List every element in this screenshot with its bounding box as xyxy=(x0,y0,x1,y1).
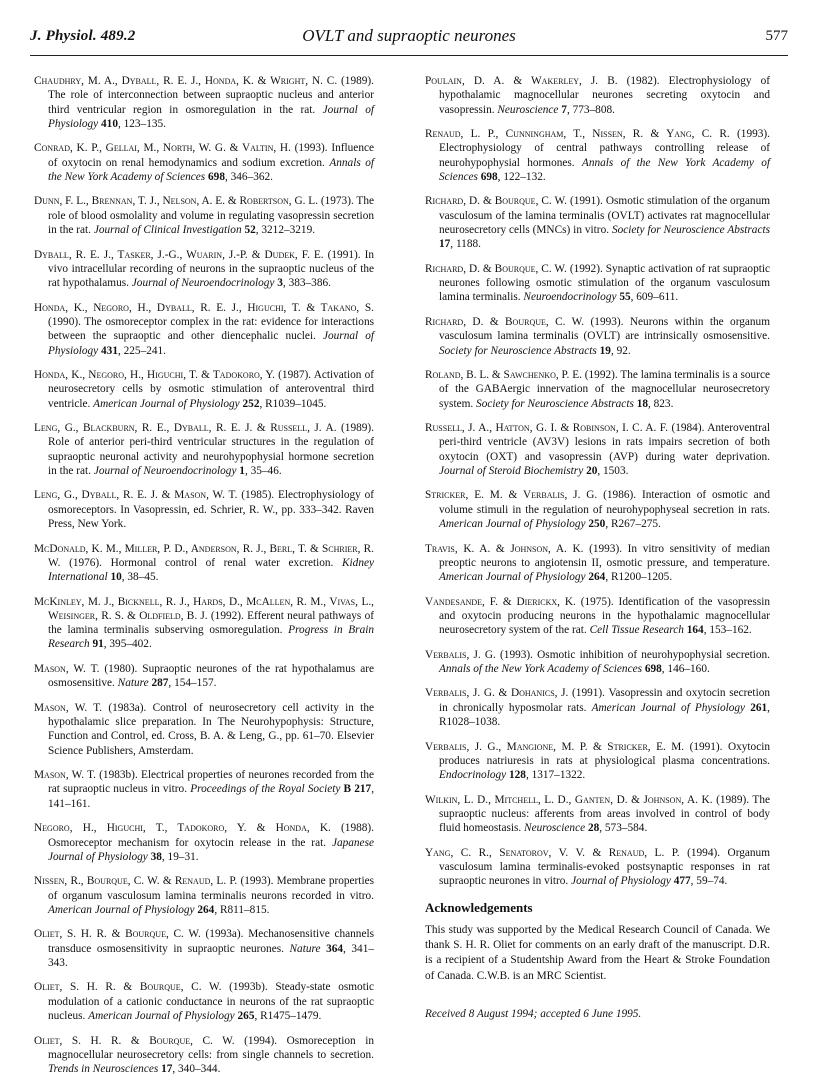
reference-authors: Oliet, S. H. R. & Bourque, C. W. xyxy=(34,928,201,941)
reference-pages: , 340–344. xyxy=(172,1063,221,1076)
reference-entry xyxy=(34,301,374,358)
reference-entry xyxy=(425,542,770,585)
reference-entry xyxy=(425,127,770,184)
reference-authors: Russell, J. A., Hatton, G. I. & Robinson, I. C. A. F. xyxy=(425,422,668,435)
reference-pages: , 346–362. xyxy=(224,170,273,183)
reference-volume: 3 xyxy=(277,277,283,290)
reference-text: (1989). The supraoptic nucleus: afferents from areas involved in control of body fluid homeostasis. xyxy=(439,793,770,835)
reference-journal: Endocrinology xyxy=(439,769,507,782)
reference-text: (1988). Osmoreceptor mechanism for oxytocin release in the rat. xyxy=(48,822,374,849)
reference-journal: Journal of Neuroendocrinology xyxy=(93,464,237,477)
reference-volume: 55 xyxy=(619,291,631,304)
reference-journal: American Journal of Physiology xyxy=(93,397,240,410)
reference-text: (1992). The lamina terminalis is a source of the GABAergic innervation of the magnocellular neurosecretory system. xyxy=(439,368,770,410)
reference-journal: Journal of Steroid Biochemistry xyxy=(439,464,584,477)
reference-volume: 17 xyxy=(439,238,451,251)
reference-text: (1994). Organum vasculosum lamina terminalis-evoked postsynaptic responses in rat supraoptic neurones in vitro. xyxy=(439,846,770,888)
reference-volume: 18 xyxy=(636,397,648,410)
reference-authors: Leng, G., Dyball, R. E. J. & Mason, W. T. xyxy=(34,489,238,502)
reference-entry xyxy=(34,368,374,411)
reference-journal: Journal of Physiology xyxy=(48,103,374,130)
reference-pages: , R1475–1479. xyxy=(254,1010,322,1023)
reference-text: (1989). Role of anterior peri-third ventricular structures in the regulation of supraoptic neuronal activity and neurohypophysial hormone secretion in the rat. xyxy=(48,422,374,477)
reference-journal: Journal of Clinical Investigation xyxy=(93,224,242,237)
reference-entry xyxy=(34,542,374,585)
reference-text: (1994). Osmoreception in magnocellular neurosecretory cells: from single channels to secretion. xyxy=(48,1034,374,1061)
reference-text: (1987). Activation of neurosecretory cells by osmotic stimulation of anteroventral third ventricle. xyxy=(48,368,374,410)
reference-entry xyxy=(425,74,770,117)
reference-authors: Mason, W. T. xyxy=(34,769,96,782)
reference-authors: Honda, K., Negoro, H., Higuchi, T. & Tadokoro, Y. xyxy=(34,368,275,381)
reference-journal: Neuroscience xyxy=(524,822,586,835)
reference-journal: Trends in Neurosciences xyxy=(48,1063,159,1076)
reference-authors: Dyball, R. E. J., Tasker, J.-G., Wuarin, J.-P. & Dudek, F. E. xyxy=(34,248,324,261)
reference-entry xyxy=(34,421,374,478)
reference-journal: Kidney International xyxy=(48,556,374,584)
reference-entry xyxy=(425,421,770,478)
reference-pages: , 35–46. xyxy=(244,464,282,477)
reference-journal: Neuroscience xyxy=(497,103,559,116)
reference-volume: B 217 xyxy=(343,783,372,796)
reference-volume: 91 xyxy=(92,638,104,651)
reference-authors: Honda, K., Negoro, H., Dyball, R. E. J., Higuchi, T. & Takano, S. xyxy=(34,301,374,314)
reference-text: (1986). Interaction of osmotic and volume stimuli in the regulation of neurohypophyseal secretion in rats. xyxy=(439,489,770,516)
reference-authors: Wilkin, L. D., Mitchell, L. D., Ganten, D. & Johnson, A. K. xyxy=(425,793,713,806)
reference-text: (1993). Influence of oxytocin on renal hemodynamics and sodium excretion. xyxy=(48,142,374,169)
reference-entry xyxy=(425,648,770,677)
reference-volume: 264 xyxy=(197,903,215,916)
reference-volume: 52 xyxy=(244,224,256,237)
reference-entry xyxy=(425,793,770,836)
reference-authors: Oliet, S. H. R. & Bourque, C. W. xyxy=(34,981,222,994)
reference-authors: Yang, C. R., Senatorov, V. V. & Renaud, L. P. xyxy=(425,846,680,859)
reference-authors: Richard, D. & Bourque, C. W. xyxy=(425,195,567,208)
reference-journal: Progress in Brain Research xyxy=(48,624,374,651)
reference-text: (1993). Osmotic inhibition of neurohypophysial secretion. xyxy=(500,648,770,661)
reference-text: (1993). Electrophysiology of central pathways controlling release of neurohypophysial hormones. xyxy=(439,128,770,169)
page-header xyxy=(30,28,788,50)
reference-journal: Society for Neuroscience Abstracts xyxy=(611,224,770,237)
reference-authors: Oliet, S. H. R. & Bourque, C. W. xyxy=(34,1034,235,1047)
reference-entry xyxy=(34,701,374,758)
reference-text: (1991). Oxytocin produces natriuresis in rats at physiological plasma concentrations. xyxy=(439,740,770,767)
reference-authors: Verbalis, J. G. xyxy=(425,648,496,661)
reference-authors: Richard, D. & Bourque, C. W. xyxy=(425,262,567,275)
reference-volume: 164 xyxy=(686,624,704,637)
reference-authors: Renaud, L. P., Cunningham, T., Nissen, R. & Yang, C. R. xyxy=(425,128,730,141)
reference-entry xyxy=(425,315,770,358)
reference-volume: 20 xyxy=(586,464,598,477)
reference-text: (1985). Electrophysiology of osmoreceptors. In Vasopressin, ed. Schrier, R. W., pp. 333–342. Raven Press, New York. xyxy=(48,489,374,531)
reference-authors: Roland, B. L. & Sawchenko, P. E. xyxy=(425,368,582,381)
reference-volume: 19 xyxy=(599,344,611,357)
reference-volume: 287 xyxy=(151,677,169,690)
reference-journal: American Journal of Physiology xyxy=(591,701,746,714)
reference-entry xyxy=(34,768,374,811)
reference-journal: Annals of the New York Academy of Sciences xyxy=(48,156,374,183)
reference-text: (1983b). Electrical properties of neurones recorded from the rat supraoptic nucleus in vitro. xyxy=(48,769,374,796)
references-column-right xyxy=(425,74,770,1020)
reference-entry xyxy=(425,488,770,531)
reference-journal: American Journal of Physiology xyxy=(48,903,195,916)
reference-authors: Chaudhry, M. A., Dyball, R. E. J., Honda, K. & Wright, N. C. xyxy=(34,75,338,87)
reference-volume: 698 xyxy=(480,170,498,183)
reference-pages: , 154–157. xyxy=(168,677,217,690)
reference-volume: 10 xyxy=(110,571,122,584)
reference-journal: Annals of the New York Academy of Sciences xyxy=(439,156,770,183)
reference-text: (1973). The role of blood osmolality and volume in regulating vasopressin secretion in the rat. xyxy=(48,195,374,237)
reference-authors: McKinley, M. J., Bicknell, R. J., Hards, D., McAllen, R. M., Vivas, L., Weisinger, R. S. & Oldfield, B. J. xyxy=(34,595,374,622)
acknowledgements-heading: Acknowledgements xyxy=(425,899,533,915)
reference-pages: , 225–241. xyxy=(117,344,166,357)
reference-entry xyxy=(34,1034,374,1077)
reference-pages: , 383–386. xyxy=(282,277,331,290)
reference-entry xyxy=(34,980,374,1023)
reference-entry xyxy=(34,662,374,691)
reference-authors: Conrad, K. P., Gellai, M., North, W. G. & Valtin, H. xyxy=(34,142,291,155)
reference-pages: , 395–402. xyxy=(103,638,152,651)
reference-journal: Journal of Neuroendocrinology xyxy=(131,277,275,290)
reference-volume: 17 xyxy=(161,1063,173,1076)
reference-authors: Mason, W. T. xyxy=(34,662,100,675)
reference-pages: , 341–343. xyxy=(48,942,375,969)
reference-authors: Leng, G., Blackburn, R. E., Dyball, R. E. J. & Russell, J. A. xyxy=(34,422,337,435)
reference-entry xyxy=(34,821,374,864)
reference-authors: Verbalis, J. G. & Dohanics, J. xyxy=(425,687,569,700)
reference-journal: American Journal of Physiology xyxy=(439,571,586,584)
reference-pages: , 3212–3219. xyxy=(255,224,316,237)
reference-pages: , R267–275. xyxy=(605,518,661,531)
reference-text: (1993). Membrane properties of organum vasculosum lamina terminalis neurons recorded in vitro. xyxy=(48,875,374,902)
reference-pages: , R1200–1205. xyxy=(605,571,673,584)
reference-journal: Proceedings of the Royal Society xyxy=(190,783,341,796)
reference-pages: , R1028–1038. xyxy=(439,701,770,729)
reference-pages: , 609–611. xyxy=(630,291,679,304)
reference-entry xyxy=(425,846,770,889)
reference-entry xyxy=(34,874,374,917)
reference-entry xyxy=(34,595,374,652)
reference-volume: 261 xyxy=(750,701,768,714)
reference-journal: Japanese Journal of Physiology xyxy=(48,836,374,863)
reference-volume: 364 xyxy=(326,942,344,955)
reference-entry xyxy=(425,194,770,251)
reference-pages: , 773–808. xyxy=(566,103,615,116)
acknowledgements-body: This study was supported by the Medical Research Council of Canada. We thank S. H. R. Oliet for comments on an early draft of the manuscript. D.R. is a recipient of a Studentship Award from the Heart & Stroke Foundation of Canada. C.W.B. is an MRC Scientist. xyxy=(425,923,770,982)
reference-text: (1990). The osmoreceptor complex in the rat: evidence for interactions between the supraoptic and other diencephalic nuclei. xyxy=(48,315,374,343)
reference-entry xyxy=(34,194,374,237)
received-date: Received 8 August 1994; accepted 6 June 1995. xyxy=(425,1008,642,1021)
reference-text: (1991). In vivo intracellular recording of neurons in the supraoptic nucleus of the rat hypothalamus. xyxy=(48,248,374,290)
reference-journal: Annals of the New York Academy of Sciences xyxy=(439,662,642,675)
reference-authors: Travis, K. A. & Johnson, A. K. xyxy=(425,542,584,555)
reference-authors: McDonald, K. M., Miller, P. D., Anderson, R. J., Berl, T. & Schrier, R. W. xyxy=(34,542,374,569)
reference-pages: , 1188. xyxy=(450,238,481,251)
reference-volume: 698 xyxy=(208,170,225,183)
reference-authors: Negoro, H., Higuchi, T., Tadokoro, Y. & Honda, K. xyxy=(34,822,331,835)
journal-citation: J. Physiol. 489.2 xyxy=(30,28,136,44)
reference-text: (1992). Efferent neural pathways of the lamina terminalis subserving osmoregulation. xyxy=(48,609,374,637)
reference-volume: 431 xyxy=(101,344,118,357)
reference-entry xyxy=(425,740,770,783)
reference-entry xyxy=(34,141,374,184)
reference-authors: Poulain, D. A. & Wakerley, J. B. xyxy=(425,75,618,87)
reference-pages: , 153–162. xyxy=(703,624,752,637)
reference-journal: Society for Neuroscience Abstracts xyxy=(439,344,597,357)
reference-text: (1983a). Control of neurosecretory cell activity in the hypothalamic slice preparation. In The Neurohypophysis: Structure, Function and Control, ed. Cross, B. A. & Leng, G., pp. 61–70. Elsevier Science Publishers, Amsterdam. xyxy=(48,701,374,757)
reference-authors: Verbalis, J. G., Mangione, M. P. & Stricker, E. M. xyxy=(425,740,685,753)
reference-entry xyxy=(34,488,374,531)
reference-entry xyxy=(34,248,374,291)
reference-entry xyxy=(425,368,770,411)
reference-text: (1991). Osmotic stimulation of the organum vasculosum of the lamina terminalis (OVLT) activates rat magnocellular neurosecretory cells (MNCs) in vitro. xyxy=(439,195,771,237)
reference-pages: , 92. xyxy=(610,344,631,357)
reference-volume: 477 xyxy=(673,875,691,888)
reference-authors: Nissen, R., Bourque, C. W. & Renaud, L. P. xyxy=(34,875,238,888)
reference-volume: 1 xyxy=(239,464,245,477)
reference-volume: 38 xyxy=(150,850,162,863)
reference-entry xyxy=(425,595,770,638)
reference-text: (1982). Electrophysiology of hypothalamic magnocellular neurones secreting oxytocin and vasopressin. xyxy=(439,75,770,116)
reference-journal: American Journal of Physiology xyxy=(88,1010,235,1023)
reference-pages: , 122–132. xyxy=(497,170,546,183)
reference-entry xyxy=(34,927,374,970)
reference-pages: , 146–160. xyxy=(661,662,710,675)
reference-volume: 250 xyxy=(588,518,606,531)
reference-volume: 264 xyxy=(588,571,606,584)
reference-pages: , 59–74. xyxy=(690,875,728,888)
reference-pages: , R811–815. xyxy=(214,903,270,916)
reference-pages: , 1317–1322. xyxy=(525,769,586,782)
header-rule xyxy=(30,55,788,56)
reference-pages: , 823. xyxy=(647,397,674,410)
reference-volume: 265 xyxy=(237,1010,255,1023)
reference-text: (1989). The role of interconnection between supraoptic nucleus and anterior third ventricular region in osmoregulation in the rat. xyxy=(48,75,374,116)
reference-pages: , 38–45. xyxy=(121,571,159,584)
reference-text: (1993). Neurons within the organum vasculosum lamina terminalis (OVLT) are intrinsically osmosensitive. xyxy=(439,315,770,343)
reference-journal: Neuroendocrinology xyxy=(523,291,617,304)
reference-text: (1980). Supraoptic neurones of the rat hypothalamus are osmosensitive. xyxy=(48,662,374,690)
reference-authors: Vandesande, F. & Dierickx, K. xyxy=(425,595,576,608)
reference-volume: 28 xyxy=(587,822,600,835)
reference-journal: American Journal of Physiology xyxy=(439,518,586,531)
reference-journal: Nature xyxy=(289,942,321,955)
reference-volume: 698 xyxy=(644,662,662,675)
reference-journal: Society for Neuroscience Abstracts xyxy=(476,397,634,410)
reference-text: (1976). Hormonal control of renal water excretion. xyxy=(69,556,334,569)
references-column-left xyxy=(34,74,374,1087)
page-number: 577 xyxy=(765,28,788,44)
reference-entry xyxy=(425,686,770,729)
reference-journal: Cell Tissue Research xyxy=(589,624,684,637)
references-list-right xyxy=(425,74,770,889)
reference-text: (1993b). Steady-state osmotic modulation of a cationic conductance in neurons of the rat supraoptic nucleus. xyxy=(48,981,374,1023)
reference-entry xyxy=(34,74,374,131)
reference-text: (1992). Synaptic activation of rat supraoptic neurones following osmotic stimulation of the organum vasculosum lamina terminalis. xyxy=(439,262,771,304)
reference-volume: 7 xyxy=(561,103,567,116)
reference-pages: , 141–161. xyxy=(48,783,375,810)
reference-journal: Nature xyxy=(117,677,149,690)
reference-text: (1991). Vasopressin and oxytocin secretion in chronically hyposmolar rats. xyxy=(439,687,771,714)
reference-volume: 410 xyxy=(101,117,118,130)
reference-volume: 128 xyxy=(508,769,526,782)
reference-authors: Richard, D. & Bourque, C. W. xyxy=(425,315,585,328)
reference-pages: , 19–31. xyxy=(161,850,199,863)
reference-text: (1993a). Mechanosensitive channels transduce osmosensitivity in supraoptic neurones. xyxy=(48,928,374,955)
reference-text: (1984). Anteroventral peri-third ventricle (AV3V) lesions in rats impairs secretion of both oxytocin (OXT) and vasopressin (AVP) during water deprivation. xyxy=(439,422,770,463)
reference-entry xyxy=(425,262,770,305)
reference-journal: Journal of Physiology xyxy=(571,875,671,888)
reference-authors: Dunn, F. L., Brennan, T. J., Nelson, A. E. & Robertson, G. L. xyxy=(34,195,318,208)
reference-pages: , 573–584. xyxy=(599,822,648,835)
reference-volume: 252 xyxy=(242,397,260,410)
reference-pages: , R1039–1045. xyxy=(259,397,327,410)
reference-text: (1975). Identification of the vasopressin and oxytocin producing neurons in the hypothalamic magnocellular neurosecretory system of the rat. xyxy=(439,595,770,637)
reference-authors: Mason, W. T. xyxy=(34,701,103,714)
running-title: OVLT and supraoptic neurones xyxy=(302,26,516,45)
reference-pages: , 1503. xyxy=(597,464,629,477)
reference-journal: Journal of Physiology xyxy=(48,330,374,357)
reference-authors: Stricker, E. M. & Verbalis, J. G. xyxy=(425,489,598,502)
reference-pages: , 123–135. xyxy=(117,117,166,130)
reference-text: (1993). In vitro sensitivity of median preoptic neurons to angiotensin II, osmotic pressure, and temperature. xyxy=(439,542,771,569)
